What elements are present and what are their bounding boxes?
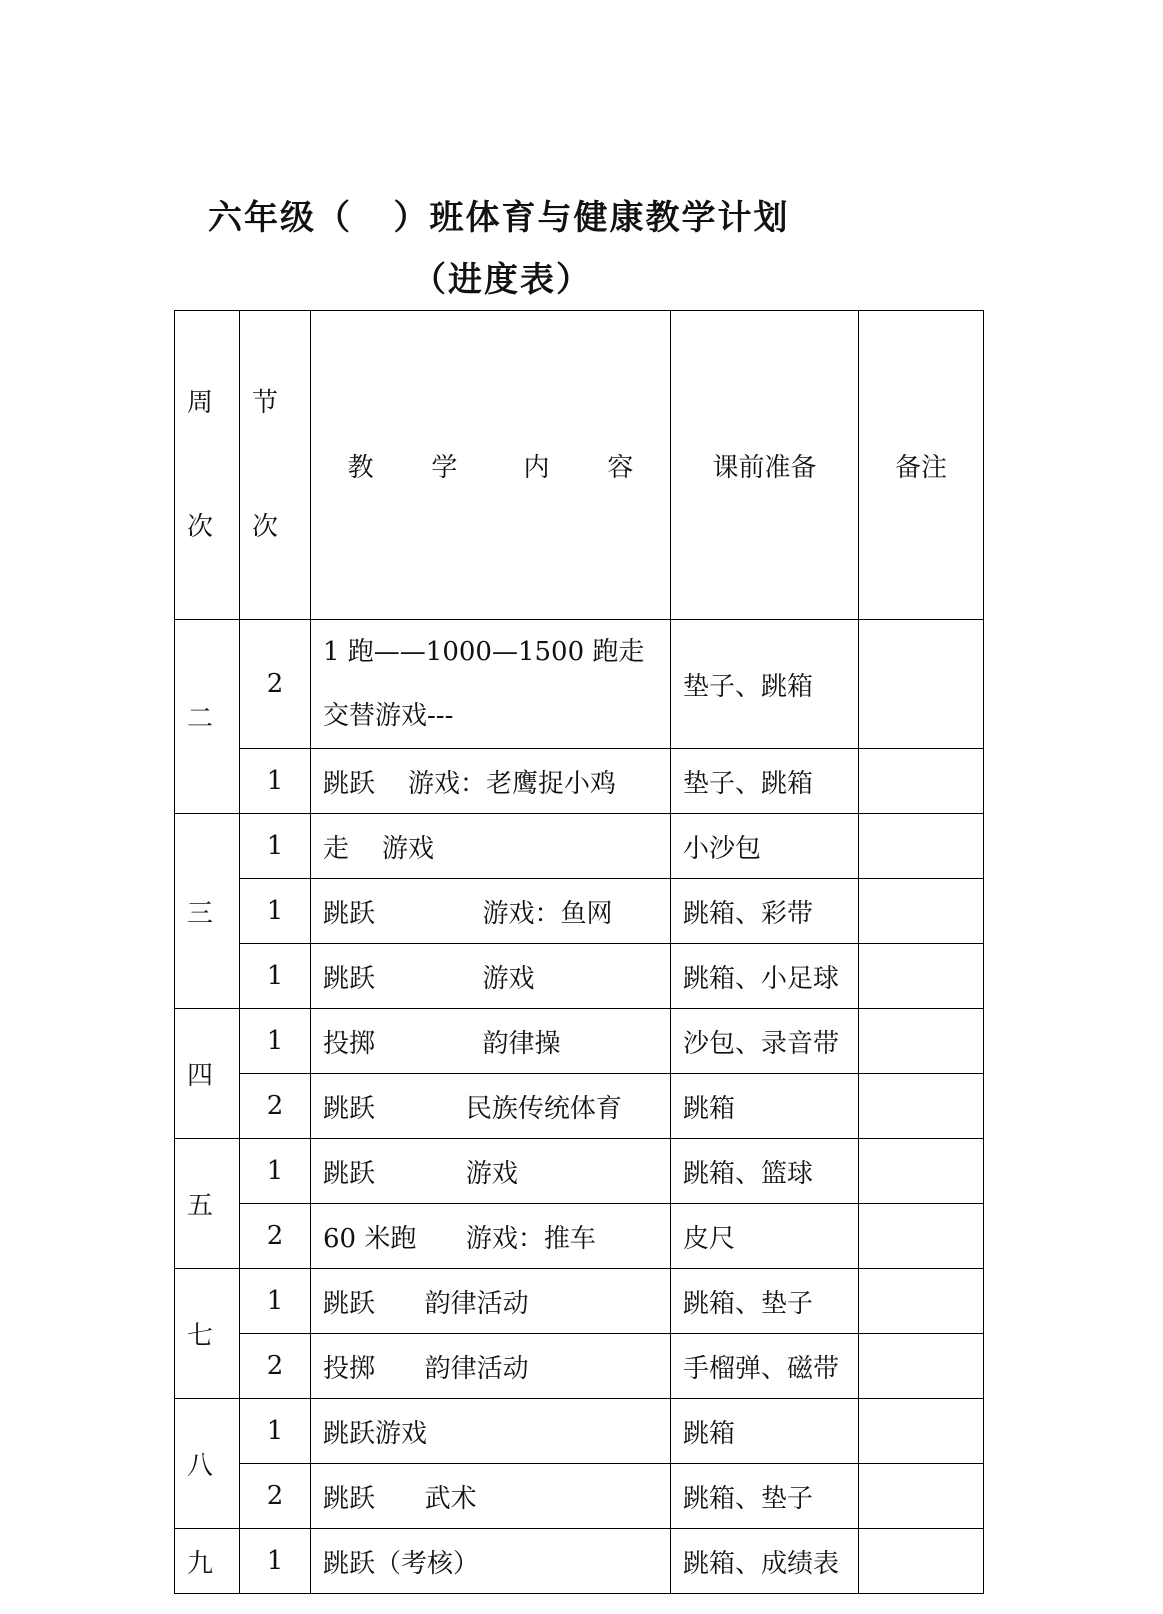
content-cell: 跳跃（考核）: [311, 1529, 671, 1594]
remark-cell: [859, 879, 984, 944]
week-cell: 八: [175, 1399, 240, 1529]
lesson-cell: 2: [240, 1334, 311, 1399]
content-cell: 跳跃 民族传统体育: [311, 1074, 671, 1139]
table-row: [175, 1139, 984, 1204]
prep-cell: 皮尺: [671, 1204, 859, 1269]
header-lesson-line-2: 次: [252, 512, 279, 542]
header-content: 教 学 内 容: [311, 311, 671, 620]
week-cell: 四: [175, 1009, 240, 1139]
content-cell: 跳跃游戏: [311, 1399, 671, 1464]
content-cell: 1 跑——1000—1500 跑走交替游戏---: [311, 620, 671, 749]
table-row: [175, 879, 984, 944]
header-week: [175, 311, 240, 620]
lesson-cell: 2: [240, 1074, 311, 1139]
content-cell: 跳跃 游戏: [311, 1139, 671, 1204]
lesson-cell: 2: [240, 1464, 311, 1529]
lesson-cell: 1: [240, 944, 311, 1009]
table-row: [175, 1399, 984, 1464]
week-cell: 三: [175, 814, 240, 1009]
content-cell: 投掷 韵律活动: [311, 1334, 671, 1399]
header-remark: 备注: [859, 311, 984, 620]
header-lesson-line-1: 节: [252, 388, 279, 418]
lesson-cell: 1: [240, 814, 311, 879]
remark-cell: [859, 620, 984, 749]
remark-cell: [859, 944, 984, 1009]
content-cell: 走 游戏: [311, 814, 671, 879]
content-cell: 跳跃 游戏：鱼网: [311, 879, 671, 944]
lesson-cell: 2: [240, 1204, 311, 1269]
lesson-cell: 2: [240, 620, 311, 749]
remark-cell: [859, 1464, 984, 1529]
lesson-cell: 1: [240, 1009, 311, 1074]
lesson-cell: 1: [240, 1139, 311, 1204]
table-row: [175, 1269, 984, 1334]
remark-cell: [859, 814, 984, 879]
remark-cell: [859, 1529, 984, 1594]
header-prep: 课前准备: [671, 311, 859, 620]
prep-cell: 垫子、跳箱: [671, 620, 859, 749]
remark-cell: [859, 749, 984, 814]
lesson-cell: 1: [240, 1269, 311, 1334]
table-row: [175, 1074, 984, 1139]
content-cell: 投掷 韵律操: [311, 1009, 671, 1074]
prep-cell: 沙包、录音带: [671, 1009, 859, 1074]
prep-cell: 跳箱、垫子: [671, 1464, 859, 1529]
prep-cell: 跳箱: [671, 1399, 859, 1464]
remark-cell: [859, 1204, 984, 1269]
header-lesson: [240, 311, 311, 620]
content-cell: 跳跃 游戏: [311, 944, 671, 1009]
remark-cell: [859, 1334, 984, 1399]
remark-cell: [859, 1139, 984, 1204]
lesson-cell: 1: [240, 879, 311, 944]
table-row: [175, 1529, 984, 1594]
remark-cell: [859, 1269, 984, 1334]
prep-cell: 跳箱: [671, 1074, 859, 1139]
page-title: 六年级（ ）班体育与健康教学计划: [208, 198, 790, 238]
lesson-cell: 1: [240, 1399, 311, 1464]
prep-cell: 跳箱、小足球: [671, 944, 859, 1009]
table-row: [175, 1334, 984, 1399]
content-cell: 跳跃 韵律活动: [311, 1269, 671, 1334]
prep-cell: 小沙包: [671, 814, 859, 879]
table-row: [175, 1009, 984, 1074]
schedule-table: [174, 310, 984, 1594]
remark-cell: [859, 1009, 984, 1074]
prep-cell: 手榴弹、磁带: [671, 1334, 859, 1399]
header-row: [175, 311, 984, 620]
week-cell: 七: [175, 1269, 240, 1399]
table-row: [175, 749, 984, 814]
table-row: [175, 1464, 984, 1529]
table-row: [175, 620, 984, 749]
remark-cell: [859, 1074, 984, 1139]
prep-cell: 跳箱、篮球: [671, 1139, 859, 1204]
table-row: [175, 814, 984, 879]
content-cell: 60 米跑 游戏：推车: [311, 1204, 671, 1269]
header-week-line-1: 周: [187, 388, 214, 418]
table-row: [175, 944, 984, 1009]
prep-cell: 跳箱、彩带: [671, 879, 859, 944]
lesson-cell: 1: [240, 749, 311, 814]
lesson-cell: 1: [240, 1529, 311, 1594]
prep-cell: 垫子、跳箱: [671, 749, 859, 814]
prep-cell: 跳箱、垫子: [671, 1269, 859, 1334]
header-week-line-2: 次: [187, 512, 214, 542]
prep-cell: 跳箱、成绩表: [671, 1529, 859, 1594]
page-subtitle: （进度表）: [412, 260, 592, 300]
remark-cell: [859, 1399, 984, 1464]
table-row: [175, 1204, 984, 1269]
content-cell: 跳跃 武术: [311, 1464, 671, 1529]
week-cell: 九: [175, 1529, 240, 1594]
content-cell: 跳跃 游戏：老鹰捉小鸡: [311, 749, 671, 814]
week-cell: 二: [175, 620, 240, 814]
week-cell: 五: [175, 1139, 240, 1269]
